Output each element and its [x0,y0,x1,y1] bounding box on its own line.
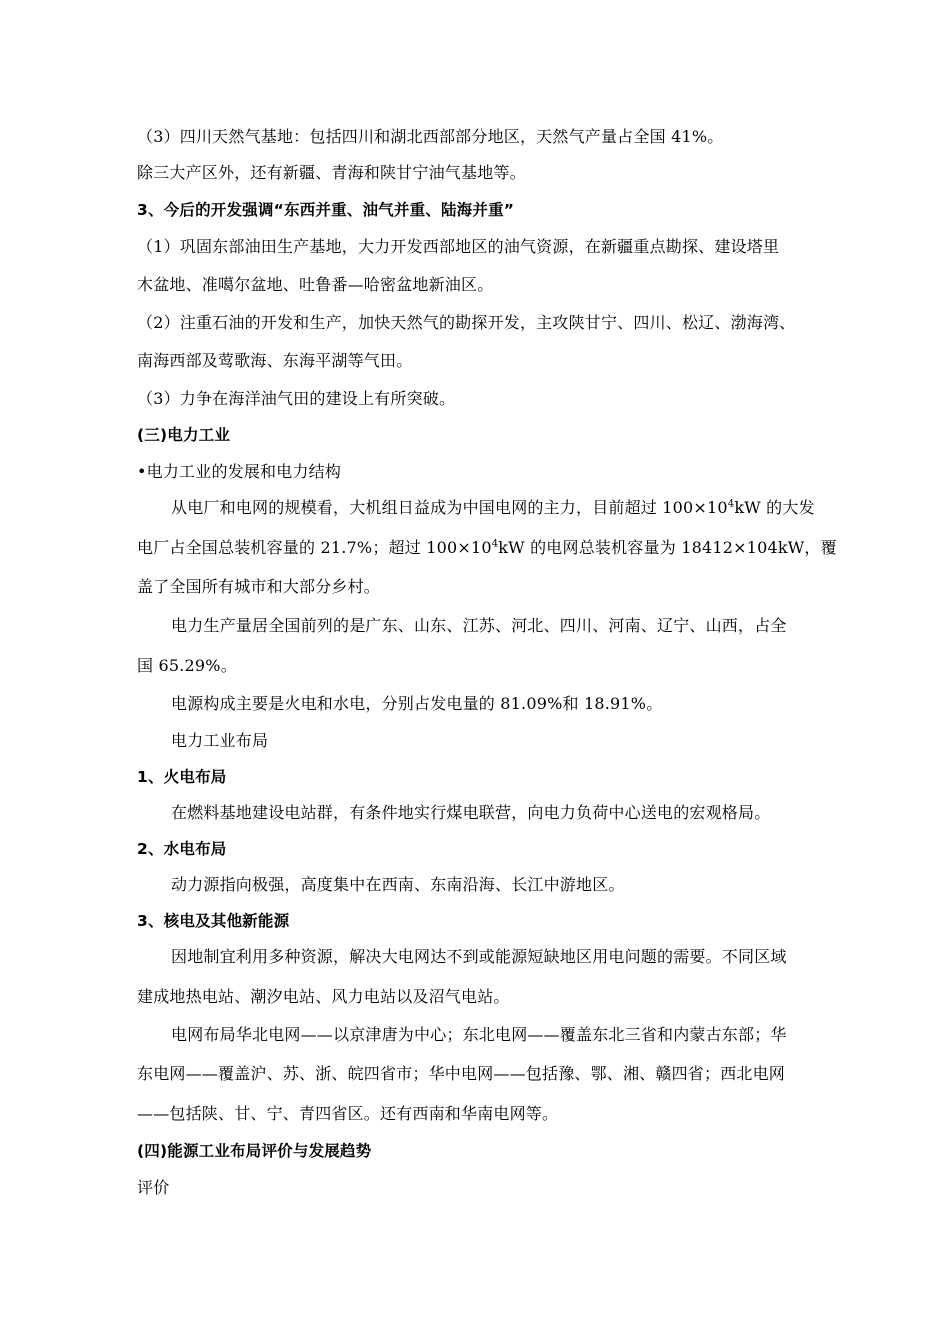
paragraph-item-1-line-2: 木盆地、准噶尔盆地、吐鲁番—哈密盆地新油区。 [137,275,494,294]
section-heading-power-industry: (三)电力工业 [137,426,231,444]
paragraph-evaluation: 评价 [137,1178,170,1197]
paragraph-new-energy-line-2: 建成地热电站、潮汐电站、风力电站以及沼气电站。 [137,987,510,1006]
heading-hydro-power: 2、水电布局 [137,840,227,858]
paragraph-item-1-line-1: （1）巩固东部油田生产基地，大力开发西部地区的油气资源，在新疆重点勘探、建设塔里 [137,237,780,256]
heading-thermal-power: 1、火电布局 [137,768,227,786]
bullet-power-structure: •电力工业的发展和电力结构 [137,462,342,481]
paragraph-item-2-line-2: 南海西部及莺歌海、东海平湖等气田。 [137,351,413,370]
paragraph-scale-line-3: 盖了全国所有城市和大部分乡村。 [137,577,381,596]
paragraph-grid-line-2: 东电网——覆盖沪、苏、浙、皖四省市；华中电网——包括豫、鄂、湘、赣四省；西北电网 [137,1064,786,1083]
paragraph-grid-line-1: 电网布局华北电网——以京津唐为中心；东北电网——覆盖东北三省和内蒙古东部；华 [171,1025,787,1044]
paragraph-production-line-1: 电力生产量居全国前列的是广东、山东、江苏、河北、四川、河南、辽宁、山西，占全 [171,616,787,635]
paragraph-grid-line-3: ——包括陕、甘、宁、青四省区。还有西南和华南电网等。 [137,1104,559,1123]
heading-nuclear-new-energy: 3、核电及其他新能源 [137,912,290,930]
heading-development-strategy: 3、今后的开发强调“东西并重、油气并重、陆海并重” [137,201,515,219]
paragraph-hydro-power: 动力源指向极强，高度集中在西南、东南沿海、长江中游地区。 [171,875,625,894]
paragraph-thermal-power: 在燃料基地建设电站群，有条件地实行煤电联营，向电力负荷中心送电的宏观格局。 [171,803,771,822]
paragraph-new-energy-line-1: 因地制宜利用多种资源，解决大电网达不到或能源短缺地区用电问题的需要。不同区域 [171,947,787,966]
paragraph-power-sources: 电源构成主要是火电和水电，分别占发电量的 81.09%和 18.91%。 [171,694,663,713]
paragraph-scale-line-1: 从电厂和电网的规模看，大机组日益成为中国电网的主力，目前超过 $100\times 10^4kW$ 的大发 [171,498,815,517]
section-heading-evaluation: (四)能源工业布局评价与发展趋势 [137,1142,372,1160]
paragraph-production-line-2: 国 65.29%。 [137,656,237,675]
paragraph-item-2-line-1: （2）注重石油的开发和生产，加快天然气的勘探开发，主攻陕甘宁、四川、松辽、渤海湾、 [137,313,796,332]
paragraph-other-bases: 除三大产区外，还有新疆、青海和陕甘宁油气基地等。 [137,163,526,182]
paragraph-sichuan-gas: （3）四川天然气基地：包括四川和湖北西部部分地区，天然气产量占全国 41%。 [137,127,724,146]
paragraph-scale-line-2: 电厂占全国总装机容量的 21.7%；超过 $100\times 10^4kW$ 的电网总装机容量为 18412×104kW，覆 [137,538,837,557]
paragraph-item-3: （3）力争在海洋油气田的建设上有所突破。 [137,389,456,408]
paragraph-power-layout-title: 电力工业布局 [171,731,269,750]
